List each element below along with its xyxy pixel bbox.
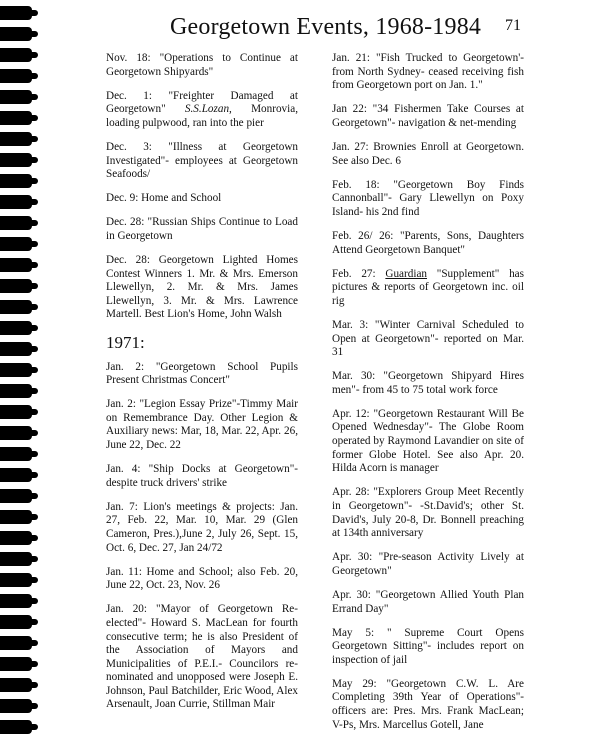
ship-name: S.S.Lozan, <box>184 103 232 116</box>
binding-coil <box>0 300 32 314</box>
event-entry: May 29: "Georgetown C.W. L. Are Completing 39th Year of Operations"- officers are: Pres. Mrs. Frank MacLean; V-Ps, Mrs. Marcellus Gotell, Jane <box>332 677 524 731</box>
binding-coil <box>0 279 32 293</box>
binding-coil <box>0 405 32 419</box>
event-entry: Dec. 3: "Illness at Georgetown Investigated"- employees at Georgetown Seafoods/ <box>106 140 298 181</box>
event-entry: Nov. 18: "Operations to Continue at Georgetown Shipyards" <box>106 52 298 78</box>
event-entry: Feb. 18: "Georgetown Boy Finds Cannonball"- Gary Llewellyn on Poxy Island- his 2nd find <box>332 178 524 218</box>
binding-coil <box>0 363 32 377</box>
event-entry: Jan 22: "34 Fishermen Take Courses at Georgetown"- navigation & net-mending <box>332 103 524 129</box>
binding-coil <box>0 132 32 146</box>
event-entry: Jan. 2: "Legion Essay Prize"-Timmy Mair on Remembrance Day. Other Legion & Auxiliary news: Mar, 18, Mar. 22, Apr. 26, June 22, Dec. 22 <box>106 398 298 451</box>
event-entry: Jan. 21: "Fish Trucked to Georgetown'- from North Sydney- ceased receiving fish from Georgetown port on Jan. 1." <box>332 52 524 92</box>
binding-coil <box>0 258 32 272</box>
binding-coil <box>0 468 32 482</box>
event-entry-freighter: Dec. 1: "Freighter Damaged at Georgetown" S.S.Lozan, Monrovia, loading pulpwood, ran into the pier <box>106 89 298 129</box>
binding-coil <box>0 195 32 209</box>
binding-coil <box>0 531 32 545</box>
binding-coil <box>0 174 32 188</box>
binding-coil <box>0 699 32 713</box>
event-entry: Jan. 20: "Mayor of Georgetown Re-elected"- Howard S. MacLean for fourth consecutive term; he is also President of the Association of Mayors and Municipalities of P.E.I.- Councilors re-nominated and unopposed were Joseph E. Johnson, Paul Batchilder, Eric Wood, Alex Arsenault, Joan Currie, Stillman Mair <box>106 603 298 711</box>
event-entry: Jan. 11: Home and School; also Feb. 20, June 22, Oct. 23, Nov. 26 <box>106 565 298 592</box>
binding-coil <box>0 342 32 356</box>
event-entry: Feb. 26/ 26: "Parents, Sons, Daughters Attend Georgetown Banquet" <box>332 229 524 256</box>
binding-coil <box>0 384 32 398</box>
event-entry: May 5: " Supreme Court Opens Georgetown Sitting"- includes report on inspection of jail <box>332 626 524 666</box>
binding-coil <box>0 216 32 230</box>
binding-coil <box>0 426 32 440</box>
event-entry: Jan. 2: "Georgetown School Pupils Present Christmas Concert" <box>106 360 298 387</box>
binding-coil <box>0 636 32 650</box>
binding-coil <box>0 594 32 608</box>
event-entry: Apr. 30: "Georgetown Allied Youth Plan Errand Day" <box>332 588 524 615</box>
event-entry: Jan. 7: Lion's meetings & projects: Jan. 27, Feb. 22, Mar. 10, Mar. 29 (Glen Cameron, Pres.),June 2, July 26, Sept. 15, Oct. 6, Dec. 27, Jan 24/72 <box>106 500 298 554</box>
left-column <box>106 52 298 723</box>
binding-coil <box>0 321 32 335</box>
binding-coil <box>0 153 32 167</box>
binding-coil <box>0 552 32 566</box>
event-entry: Jan. 27: Brownies Enroll at Georgetown. See also Dec. 6 <box>332 140 524 167</box>
binding-coil <box>0 678 32 692</box>
binding-coil <box>0 48 32 62</box>
event-entry: Dec. 9: Home and School <box>106 192 222 205</box>
event-entry: Mar. 30: "Georgetown Shipyard Hires men"- from 45 to 75 total work force <box>332 370 524 396</box>
binding-coil <box>0 720 32 734</box>
event-entry: Mar. 3: "Winter Carnival Scheduled to Open at Georgetown"- reported on Mar. 31 <box>332 318 524 359</box>
binding-coil <box>0 447 32 461</box>
binding-coil <box>0 573 32 587</box>
binding-coil <box>0 69 32 83</box>
right-column <box>332 52 524 743</box>
event-entry: Apr. 28: "Explorers Group Meet Recently in Georgetown"- -St.David's; other St. David's, July 20-8, Dr. Bonnell preaching at 134th anniversary <box>332 486 524 540</box>
binding-coil <box>0 657 32 671</box>
event-entry-guardian: Feb. 27: Guardian "Supplement" has pictures & reports of Georgetown inc. oil rig <box>332 267 525 307</box>
event-entry: Jan. 4: "Ship Docks at Georgetown"- despite truck drivers' strike <box>106 463 298 489</box>
event-entry: Dec. 28: "Russian Ships Continue to Load in Georgetown <box>106 216 298 242</box>
binding-coil <box>0 489 32 503</box>
binding-coil <box>0 615 32 629</box>
binding-coil <box>0 510 32 524</box>
binding-coil <box>0 237 32 251</box>
binding-coil <box>0 6 32 20</box>
spiral-binding <box>0 0 40 739</box>
event-entry: Apr. 30: "Pre-season Activity Lively at Georgetown" <box>332 551 524 577</box>
event-entry: Apr. 12: "Georgetown Restaurant Will Be Opened Wednesday"- The Globe Room operated by Raymond Lavandier on site of former Globe Hotel. See also Apr. 20. Hilda Acorn is manager <box>332 407 524 475</box>
page-title: Georgetown Events, 1968-1984 <box>170 14 482 40</box>
page-number: 71 <box>505 17 521 34</box>
binding-coil <box>0 27 32 41</box>
binding-coil <box>0 111 32 125</box>
newspaper-name: Guardian <box>385 267 428 280</box>
event-entry: Dec. 28: Georgetown Lighted Homes Contest Winners 1. Mr. & Mrs. Emerson Llewellyn, 2. Mr. & Mrs. James Llewellyn, 3. Mr. & Mrs. Lawrence Martell. Best Lion's Home, John Walsh <box>106 254 298 321</box>
year-heading: 1971: <box>106 332 145 352</box>
binding-coil <box>0 90 32 104</box>
